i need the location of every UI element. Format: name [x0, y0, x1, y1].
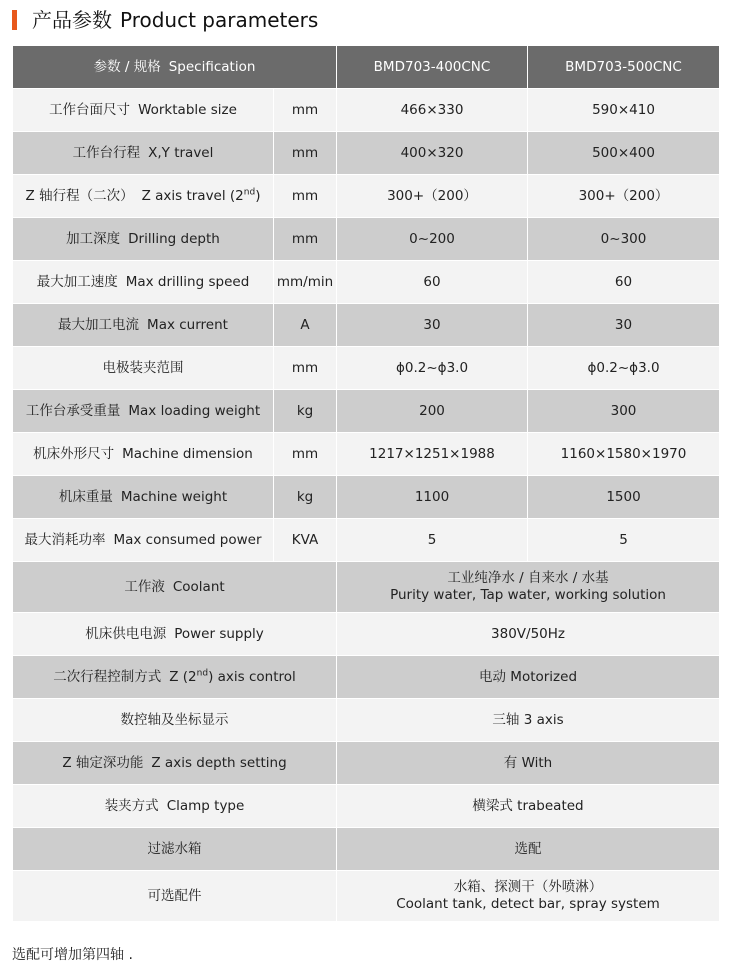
title-english: Product parameters — [120, 8, 319, 32]
param-unit: kg — [274, 390, 337, 433]
param-unit: mm — [274, 89, 337, 132]
model-b-value: 5 — [528, 519, 720, 562]
shared-value: 水箱、探测干（外喷淋） Coolant tank, detect bar, spray system — [337, 871, 720, 922]
model-a-value: 400×320 — [337, 132, 528, 175]
table-row — [13, 347, 720, 390]
param-unit: mm — [274, 132, 337, 175]
shared-value: 工业纯净水 / 自来水 / 水基 Purity water, Tap water, working solution — [337, 562, 720, 613]
model-a-value: 30 — [337, 304, 528, 347]
param-name: 最大消耗功率 Max consumed power — [13, 519, 274, 562]
model-a-value: ϕ0.2~ϕ3.0 — [337, 347, 528, 390]
table-row — [13, 828, 720, 871]
table-row — [13, 433, 720, 476]
model-b-value: 0~300 — [528, 218, 720, 261]
shared-value: 有 With — [337, 742, 720, 785]
table-row — [13, 175, 720, 218]
param-name: 工作台面尺寸 Worktable size — [13, 89, 274, 132]
model-a-value: 1217×1251×1988 — [337, 433, 528, 476]
param-name: 装夹方式 Clamp type — [13, 785, 337, 828]
shared-value: 三轴 3 axis — [337, 699, 720, 742]
model-b-value: 590×410 — [528, 89, 720, 132]
spec-table — [12, 45, 720, 922]
param-name: 机床供电电源 Power supply — [13, 613, 337, 656]
model-b-header: BMD703-500CNC — [528, 46, 720, 89]
table-row — [13, 261, 720, 304]
shared-value: 选配 — [337, 828, 720, 871]
param-unit: mm — [274, 433, 337, 476]
table-row — [13, 785, 720, 828]
table-row — [13, 89, 720, 132]
param-name: 加工深度 Drilling depth — [13, 218, 274, 261]
param-name: 最大加工电流 Max current — [13, 304, 274, 347]
param-name: 机床外形尺寸 Machine dimension — [13, 433, 274, 476]
param-unit: mm — [274, 175, 337, 218]
title-accent-bar — [12, 10, 17, 30]
table-row — [13, 613, 720, 656]
table-header-row — [13, 46, 720, 89]
param-name: 最大加工速度 Max drilling speed — [13, 261, 274, 304]
table-row — [13, 390, 720, 433]
param-name: Z 轴定深功能 Z axis depth setting — [13, 742, 337, 785]
param-name: 工作台行程 X,Y travel — [13, 132, 274, 175]
table-row — [13, 656, 720, 699]
param-name: Z 轴行程（二次） Z axis travel (2nd) — [13, 175, 274, 218]
model-a-value: 200 — [337, 390, 528, 433]
title-chinese: 产品参数 — [32, 8, 112, 32]
param-unit: kg — [274, 476, 337, 519]
table-row — [13, 699, 720, 742]
page-header — [0, 0, 731, 40]
model-b-value: ϕ0.2~ϕ3.0 — [528, 347, 720, 390]
model-b-value: 500×400 — [528, 132, 720, 175]
model-b-value: 300+（200） — [528, 175, 720, 218]
param-name: 工作液 Coolant — [13, 562, 337, 613]
spec-column-header: 参数 / 规格 Specification — [13, 46, 337, 89]
page-title — [32, 5, 318, 35]
model-b-value: 30 — [528, 304, 720, 347]
model-a-value: 5 — [337, 519, 528, 562]
table-row — [13, 871, 720, 922]
table-row — [13, 218, 720, 261]
table-row — [13, 304, 720, 347]
model-b-value: 300 — [528, 390, 720, 433]
param-name: 机床重量 Machine weight — [13, 476, 274, 519]
param-unit: A — [274, 304, 337, 347]
param-name: 电极装夹范围 — [13, 347, 274, 390]
model-a-value: 0~200 — [337, 218, 528, 261]
param-name: 可选配件 — [13, 871, 337, 922]
param-unit: KVA — [274, 519, 337, 562]
param-name: 过滤水箱 — [13, 828, 337, 871]
param-unit: mm — [274, 347, 337, 390]
footer-note: 选配可增加第四轴 . — [12, 947, 133, 963]
model-a-value: 1100 — [337, 476, 528, 519]
model-a-value: 466×330 — [337, 89, 528, 132]
shared-value: 电动 Motorized — [337, 656, 720, 699]
model-a-header: BMD703-400CNC — [337, 46, 528, 89]
model-b-value: 1160×1580×1970 — [528, 433, 720, 476]
table-row — [13, 742, 720, 785]
table-row — [13, 519, 720, 562]
param-name: 数控轴及坐标显示 — [13, 699, 337, 742]
model-b-value: 1500 — [528, 476, 720, 519]
param-unit: mm/min — [274, 261, 337, 304]
table-row — [13, 562, 720, 613]
table-row — [13, 132, 720, 175]
shared-value: 横梁式 trabeated — [337, 785, 720, 828]
param-name: 工作台承受重量 Max loading weight — [13, 390, 274, 433]
model-b-value: 60 — [528, 261, 720, 304]
table-row — [13, 476, 720, 519]
shared-value: 380V/50Hz — [337, 613, 720, 656]
model-a-value: 300+（200） — [337, 175, 528, 218]
model-a-value: 60 — [337, 261, 528, 304]
param-name: 二次行程控制方式 Z (2nd) axis control — [13, 656, 337, 699]
param-unit: mm — [274, 218, 337, 261]
